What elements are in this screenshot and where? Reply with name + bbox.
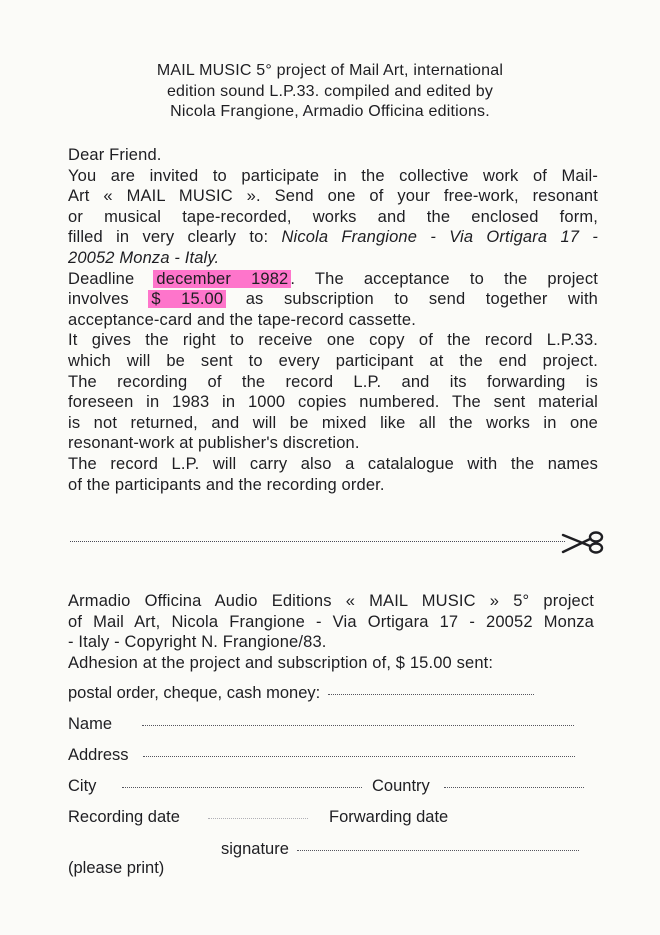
scissors-icon bbox=[560, 528, 606, 556]
letter-line: It gives the right to receive one copy of the record L.P.33. bbox=[68, 331, 598, 350]
form-intro-line: Armadio Officina Audio Editions « MAIL MUSIC » 5° project bbox=[68, 592, 594, 610]
letter-line: is not returned, and will be mixed like all the works in one bbox=[68, 413, 598, 432]
subscription-form-intro bbox=[68, 591, 594, 673]
letter-line: The recording of the record L.P. and its forwarding is bbox=[68, 372, 598, 391]
deadline-label: Deadline bbox=[68, 269, 135, 288]
please-print-note bbox=[68, 859, 164, 878]
invitation-letter bbox=[68, 145, 598, 495]
payment-label: postal order, cheque, cash money: bbox=[68, 684, 321, 702]
city-label: City bbox=[68, 777, 97, 795]
recording-date-label: Recording date bbox=[68, 808, 180, 826]
involves-label: involves bbox=[68, 290, 129, 309]
fee-line bbox=[68, 289, 598, 310]
header-line: MAIL MUSIC 5° project of Mail Art, international bbox=[156, 62, 504, 79]
address-text: Nicola Frangione - Via Ortigara 17 - bbox=[281, 228, 598, 247]
letter-text: filled in very clearly to: bbox=[68, 228, 269, 247]
forwarding-date-label: Forwarding date bbox=[329, 808, 449, 826]
fee-highlight: $ 15.00 bbox=[148, 290, 226, 308]
deadline-line bbox=[68, 269, 598, 290]
address-dotted-line[interactable] bbox=[143, 756, 575, 757]
address-label: Address bbox=[68, 746, 129, 764]
letter-line: Art « MAIL MUSIC ». Send one of your free-work, resonant bbox=[68, 187, 598, 206]
letter-line: resonant-work at publisher's discretion. bbox=[68, 434, 360, 453]
deadline-highlight: december 1982 bbox=[153, 270, 291, 288]
involves-after: as subscription to send together with bbox=[245, 290, 598, 309]
payment-dotted-line[interactable] bbox=[328, 694, 534, 695]
signature-field[interactable] bbox=[221, 840, 579, 859]
country-field[interactable] bbox=[372, 777, 584, 796]
letter-line: You are invited to participate in the collective work of Mail- bbox=[68, 166, 598, 185]
country-label: Country bbox=[372, 777, 430, 795]
letter-line: foreseen in 1983 in 1000 copies numbered. The sent material bbox=[68, 393, 598, 412]
city-dotted-line[interactable] bbox=[122, 787, 362, 788]
please-print-label: (please print) bbox=[68, 859, 165, 877]
country-dotted-line[interactable] bbox=[444, 787, 584, 788]
header-line: edition sound L.P.33. compiled and edited by bbox=[166, 82, 494, 100]
document-header bbox=[60, 61, 600, 123]
signature-label: signature bbox=[221, 840, 289, 858]
form-intro-line: of Mail Art, Nicola Frangione - Via Ortigara 17 - 20052 Monza bbox=[68, 612, 594, 631]
name-dotted-line[interactable] bbox=[142, 725, 574, 726]
greeting: Dear Friend. bbox=[68, 146, 162, 164]
letter-line: The record L.P. will carry also a catalalogue with the names bbox=[68, 454, 598, 473]
letter-line bbox=[68, 227, 598, 248]
letter-line: or musical tape-recorded, works and the enclosed form, bbox=[68, 207, 598, 226]
name-label: Name bbox=[68, 715, 113, 733]
deadline-after: . The acceptance to the project bbox=[290, 269, 599, 288]
recording-date-field[interactable] bbox=[68, 808, 308, 827]
header-line: Nicola Frangione, Armadio Officina editions. bbox=[170, 103, 490, 120]
form-intro-line: Adhesion at the project and subscription of, $ 15.00 sent: bbox=[68, 653, 494, 672]
forwarding-date-field[interactable] bbox=[329, 808, 448, 827]
signature-dotted-line[interactable] bbox=[297, 850, 579, 851]
form-intro-line: - Italy - Copyright N. Frangione/83. bbox=[68, 633, 327, 652]
payment-field[interactable] bbox=[68, 684, 534, 703]
recording-date-dotted-line[interactable] bbox=[208, 818, 308, 819]
address-field[interactable] bbox=[68, 746, 575, 765]
letter-line: which will be sent to every participant at the end project. bbox=[68, 351, 598, 370]
city-field[interactable] bbox=[68, 777, 362, 796]
letter-line: acceptance-card and the tape-record cassette. bbox=[68, 310, 416, 329]
address-line: 20052 Monza - Italy. bbox=[68, 248, 220, 267]
cut-line bbox=[70, 541, 565, 542]
letter-line: of the participants and the recording order. bbox=[68, 475, 385, 494]
name-field[interactable] bbox=[68, 715, 574, 734]
